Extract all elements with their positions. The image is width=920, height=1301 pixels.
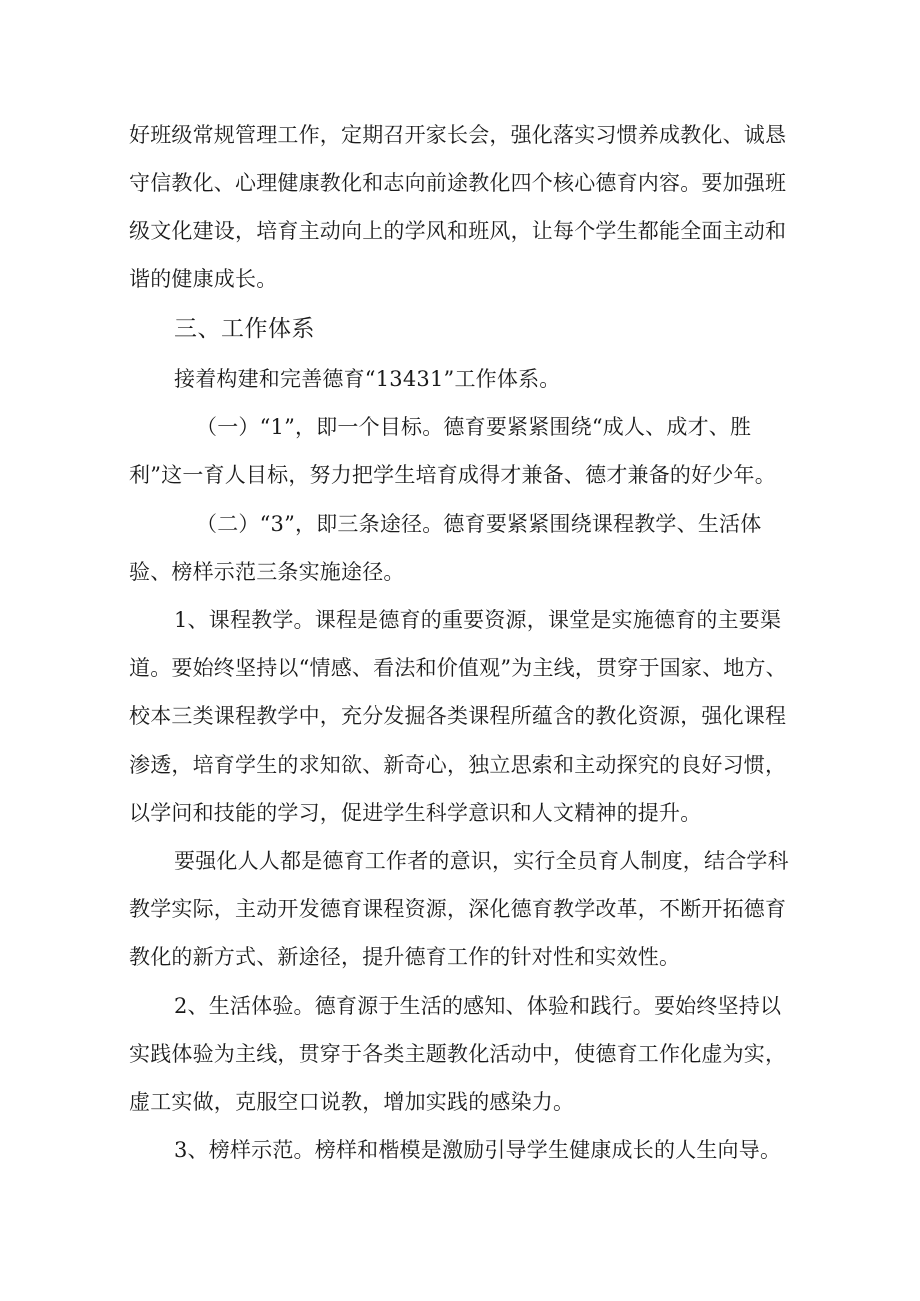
body-text-line: 校本三类课程教学中，充分发掘各类课程所蕴含的教化资源，强化课程 xyxy=(129,704,787,728)
body-text-line: 渗透，培育学生的求知欲、新奇心，独立思索和主动探究的良好习惯， xyxy=(129,753,787,777)
body-text-line: 1、课程教学。课程是德育的重要资源，课堂是实施德育的主要渠 xyxy=(174,608,782,632)
body-text-line: 教化的新方式、新途径，提升德育工作的针对性和实效性。 xyxy=(129,945,681,969)
body-text-line: 以学问和技能的学习，促进学生科学意识和人文精神的提升。 xyxy=(129,801,702,825)
body-text-line: 虚工实做，克服空口说教，增加实践的感染力。 xyxy=(129,1090,575,1114)
body-text-line: 验、榜样示范三条实施途径。 xyxy=(129,560,405,584)
body-text-line: 谐的健康成长。 xyxy=(129,267,278,291)
body-text-line: 级文化建设，培育主动向上的学风和班风，让每个学生都能全面主动和 xyxy=(129,219,787,243)
body-text-line: 利”这一育人目标，努力把学生培育成得才兼备、德才兼备的好少年。 xyxy=(129,463,776,487)
body-text-line: 接着构建和完善德育“13431”工作体系。 xyxy=(174,367,561,391)
body-text-line: 守信教化、心理健康教化和志向前途教化四个核心德育内容。要加强班 xyxy=(129,171,787,195)
body-text-line: 要强化人人都是德育工作者的意识，实行全员育人制度，结合学科 xyxy=(174,849,789,873)
body-text-line: 2、生活体验。德育源于生活的感知、体验和践行。要始终坚持以 xyxy=(174,994,782,1018)
body-text-line: 实践体验为主线，贯穿于各类主题教化活动中，使德育工作化虚为实， xyxy=(129,1042,787,1066)
body-text-line: 好班级常规管理工作，定期召开家长会，强化落实习惯养成教化、诚恳 xyxy=(129,123,787,147)
body-text-line: 道。要始终坚持以“情感、看法和价值观”为主线，贯穿于国家、地方、 xyxy=(129,656,787,680)
section-heading: 三、工作体系 xyxy=(174,316,315,342)
body-text-line: 教学实际，主动开发德育课程资源，深化德育教学改革，不断开拓德育 xyxy=(129,897,787,921)
body-text-line: （一）“1”，即一个目标。德育要紧紧围绕“成人、成才、胜 xyxy=(196,415,752,439)
body-text-line: 3、榜样示范。榜样和楷模是激励引导学生健康成长的人生向导。 xyxy=(174,1138,782,1162)
body-text-line: （二）“3”，即三条途径。德育要紧紧围绕课程教学、生活体 xyxy=(196,512,762,536)
